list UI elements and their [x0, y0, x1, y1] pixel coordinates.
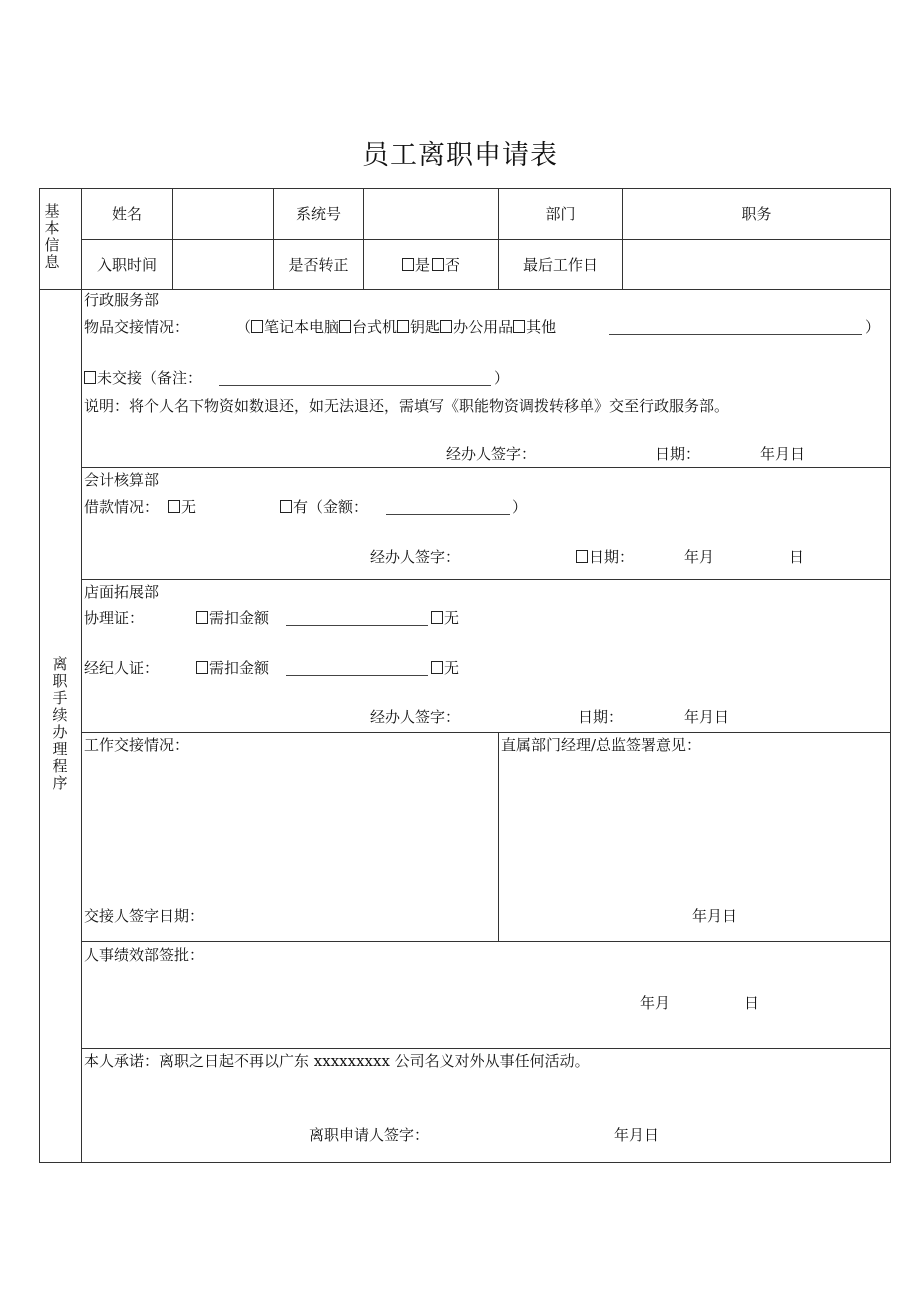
- agreement-none-option: 无: [431, 608, 459, 628]
- handover-signer-date: 交接人签字日期：: [84, 907, 205, 925]
- regular-yes-label: 是: [414, 256, 430, 274]
- store-date-label: 日期：: [578, 708, 624, 726]
- name-field[interactable]: [173, 190, 272, 238]
- not-handed-label: 未交接（备注：: [97, 369, 203, 387]
- store-signer-label: 经办人签字：: [370, 708, 461, 726]
- manager-opinion-label: 直属部门经理/总监签署意见：: [501, 736, 702, 754]
- regular-no-label: 否: [445, 256, 461, 274]
- accounting-date-label: 日期：: [576, 547, 634, 567]
- loan-none-option: [168, 497, 196, 517]
- last-workday-label: 最后工作日: [522, 256, 598, 274]
- broker-deduct-checkbox[interactable]: [196, 661, 208, 674]
- broker-label: 经纪人证：: [84, 659, 160, 677]
- regular-yes-checkbox[interactable]: [402, 258, 414, 271]
- broker-deduct-option: 需扣金额: [196, 658, 269, 678]
- broker-none-checkbox[interactable]: [431, 661, 443, 674]
- accounting-ym: 年月: [684, 548, 715, 566]
- system-no-field[interactable]: [364, 190, 497, 238]
- admin-note: 说明：将个人名下物资如数退还，如无法退还，需填写《职能物资调拨转移单》交至行政服务部。: [84, 397, 730, 415]
- not-handed-row: [84, 368, 202, 388]
- store-dept-title: 店面拓展部: [84, 583, 160, 601]
- other-label: 其他: [526, 318, 557, 336]
- system-no-label: 系统号: [295, 205, 341, 223]
- regular-options: [364, 255, 498, 275]
- laptop-label: 笔记本电脑: [264, 318, 340, 336]
- broker-none-option: 无: [431, 658, 459, 678]
- agreement-deduct-checkbox[interactable]: [196, 611, 208, 624]
- accounting-dept-title: 会计核算部: [84, 471, 160, 489]
- office-supplies-checkbox[interactable]: [440, 320, 452, 333]
- remark-blank[interactable]: [219, 385, 491, 386]
- last-workday-field[interactable]: [623, 241, 889, 288]
- other-items-blank[interactable]: [609, 334, 862, 335]
- hire-date-field[interactable]: [173, 241, 272, 288]
- admin-date-label: 日期：: [655, 445, 701, 463]
- loan-close-paren: ）: [512, 498, 528, 516]
- laptop-checkbox[interactable]: [251, 320, 263, 333]
- manager-opinion-field[interactable]: [502, 758, 886, 898]
- loan-none-checkbox[interactable]: [168, 500, 180, 513]
- hire-date-label: 入职时间: [96, 256, 157, 274]
- items-close-paren: ）: [865, 318, 881, 336]
- agreement-amount-blank[interactable]: [286, 625, 428, 626]
- items-open-paren: （: [236, 318, 252, 336]
- desktop-label: 台式机: [352, 318, 398, 336]
- basic-info-label: 基本信息: [44, 202, 60, 271]
- admin-dept-title: 行政服务部: [84, 291, 160, 309]
- admin-handover-label: 物品交接情况：: [84, 318, 190, 336]
- pledge-ymd: 年月日: [614, 1126, 660, 1144]
- desktop-checkbox[interactable]: [339, 320, 351, 333]
- regular-no-checkbox[interactable]: [432, 258, 444, 271]
- agreement-deduct-option: 需扣金额: [196, 608, 269, 628]
- remark-close-paren: ）: [494, 369, 510, 387]
- office-supplies-label: 办公用品: [453, 318, 514, 336]
- agreement-none-checkbox[interactable]: [431, 611, 443, 624]
- not-handed-checkbox[interactable]: [84, 371, 96, 384]
- loan-has-checkbox[interactable]: [280, 500, 292, 513]
- department-label: 部门: [545, 205, 576, 223]
- hr-d: 日: [744, 994, 760, 1012]
- accounting-d: 日: [789, 548, 805, 566]
- loan-label: 借款情况：: [84, 498, 160, 516]
- page-title: 员工离职申请表: [362, 140, 558, 171]
- work-handover-field[interactable]: [84, 758, 494, 898]
- accounting-date-box: [576, 550, 588, 563]
- regular-label: 是否转正: [288, 256, 349, 274]
- key-checkbox[interactable]: [397, 320, 409, 333]
- procedure-label: 离职手续办理程序: [52, 655, 68, 792]
- hr-ym: 年月: [640, 994, 671, 1012]
- hr-approval-label: 人事绩效部签批：: [84, 946, 205, 964]
- work-handover-label: 工作交接情况：: [84, 736, 190, 754]
- admin-items: [236, 317, 556, 337]
- admin-signer-label: 经办人签字：: [446, 445, 537, 463]
- agreement-label: 协理证：: [84, 609, 145, 627]
- accounting-signer-label: 经办人签字：: [370, 548, 461, 566]
- loan-has-label: 有（金额：: [293, 498, 369, 516]
- applicant-signer-label: 离职申请人签字：: [309, 1126, 430, 1144]
- store-ymd: 年月日: [684, 708, 730, 726]
- name-label: 姓名: [111, 205, 142, 223]
- hr-approval-field[interactable]: [84, 968, 884, 990]
- other-checkbox[interactable]: [513, 320, 525, 333]
- loan-amount-blank[interactable]: [386, 514, 510, 515]
- key-label: 钥匙: [410, 318, 441, 336]
- broker-amount-blank[interactable]: [286, 675, 428, 676]
- loan-none-label: 无: [181, 498, 197, 516]
- pledge-text: 本人承诺：离职之日起不再以广东 xxxxxxxxx 公司名义对外从事任何活动。: [84, 1052, 590, 1070]
- loan-has-option: [280, 497, 368, 517]
- admin-ymd: 年月日: [760, 445, 806, 463]
- position-label: 职务: [741, 205, 772, 223]
- manager-ymd: 年月日: [692, 907, 738, 925]
